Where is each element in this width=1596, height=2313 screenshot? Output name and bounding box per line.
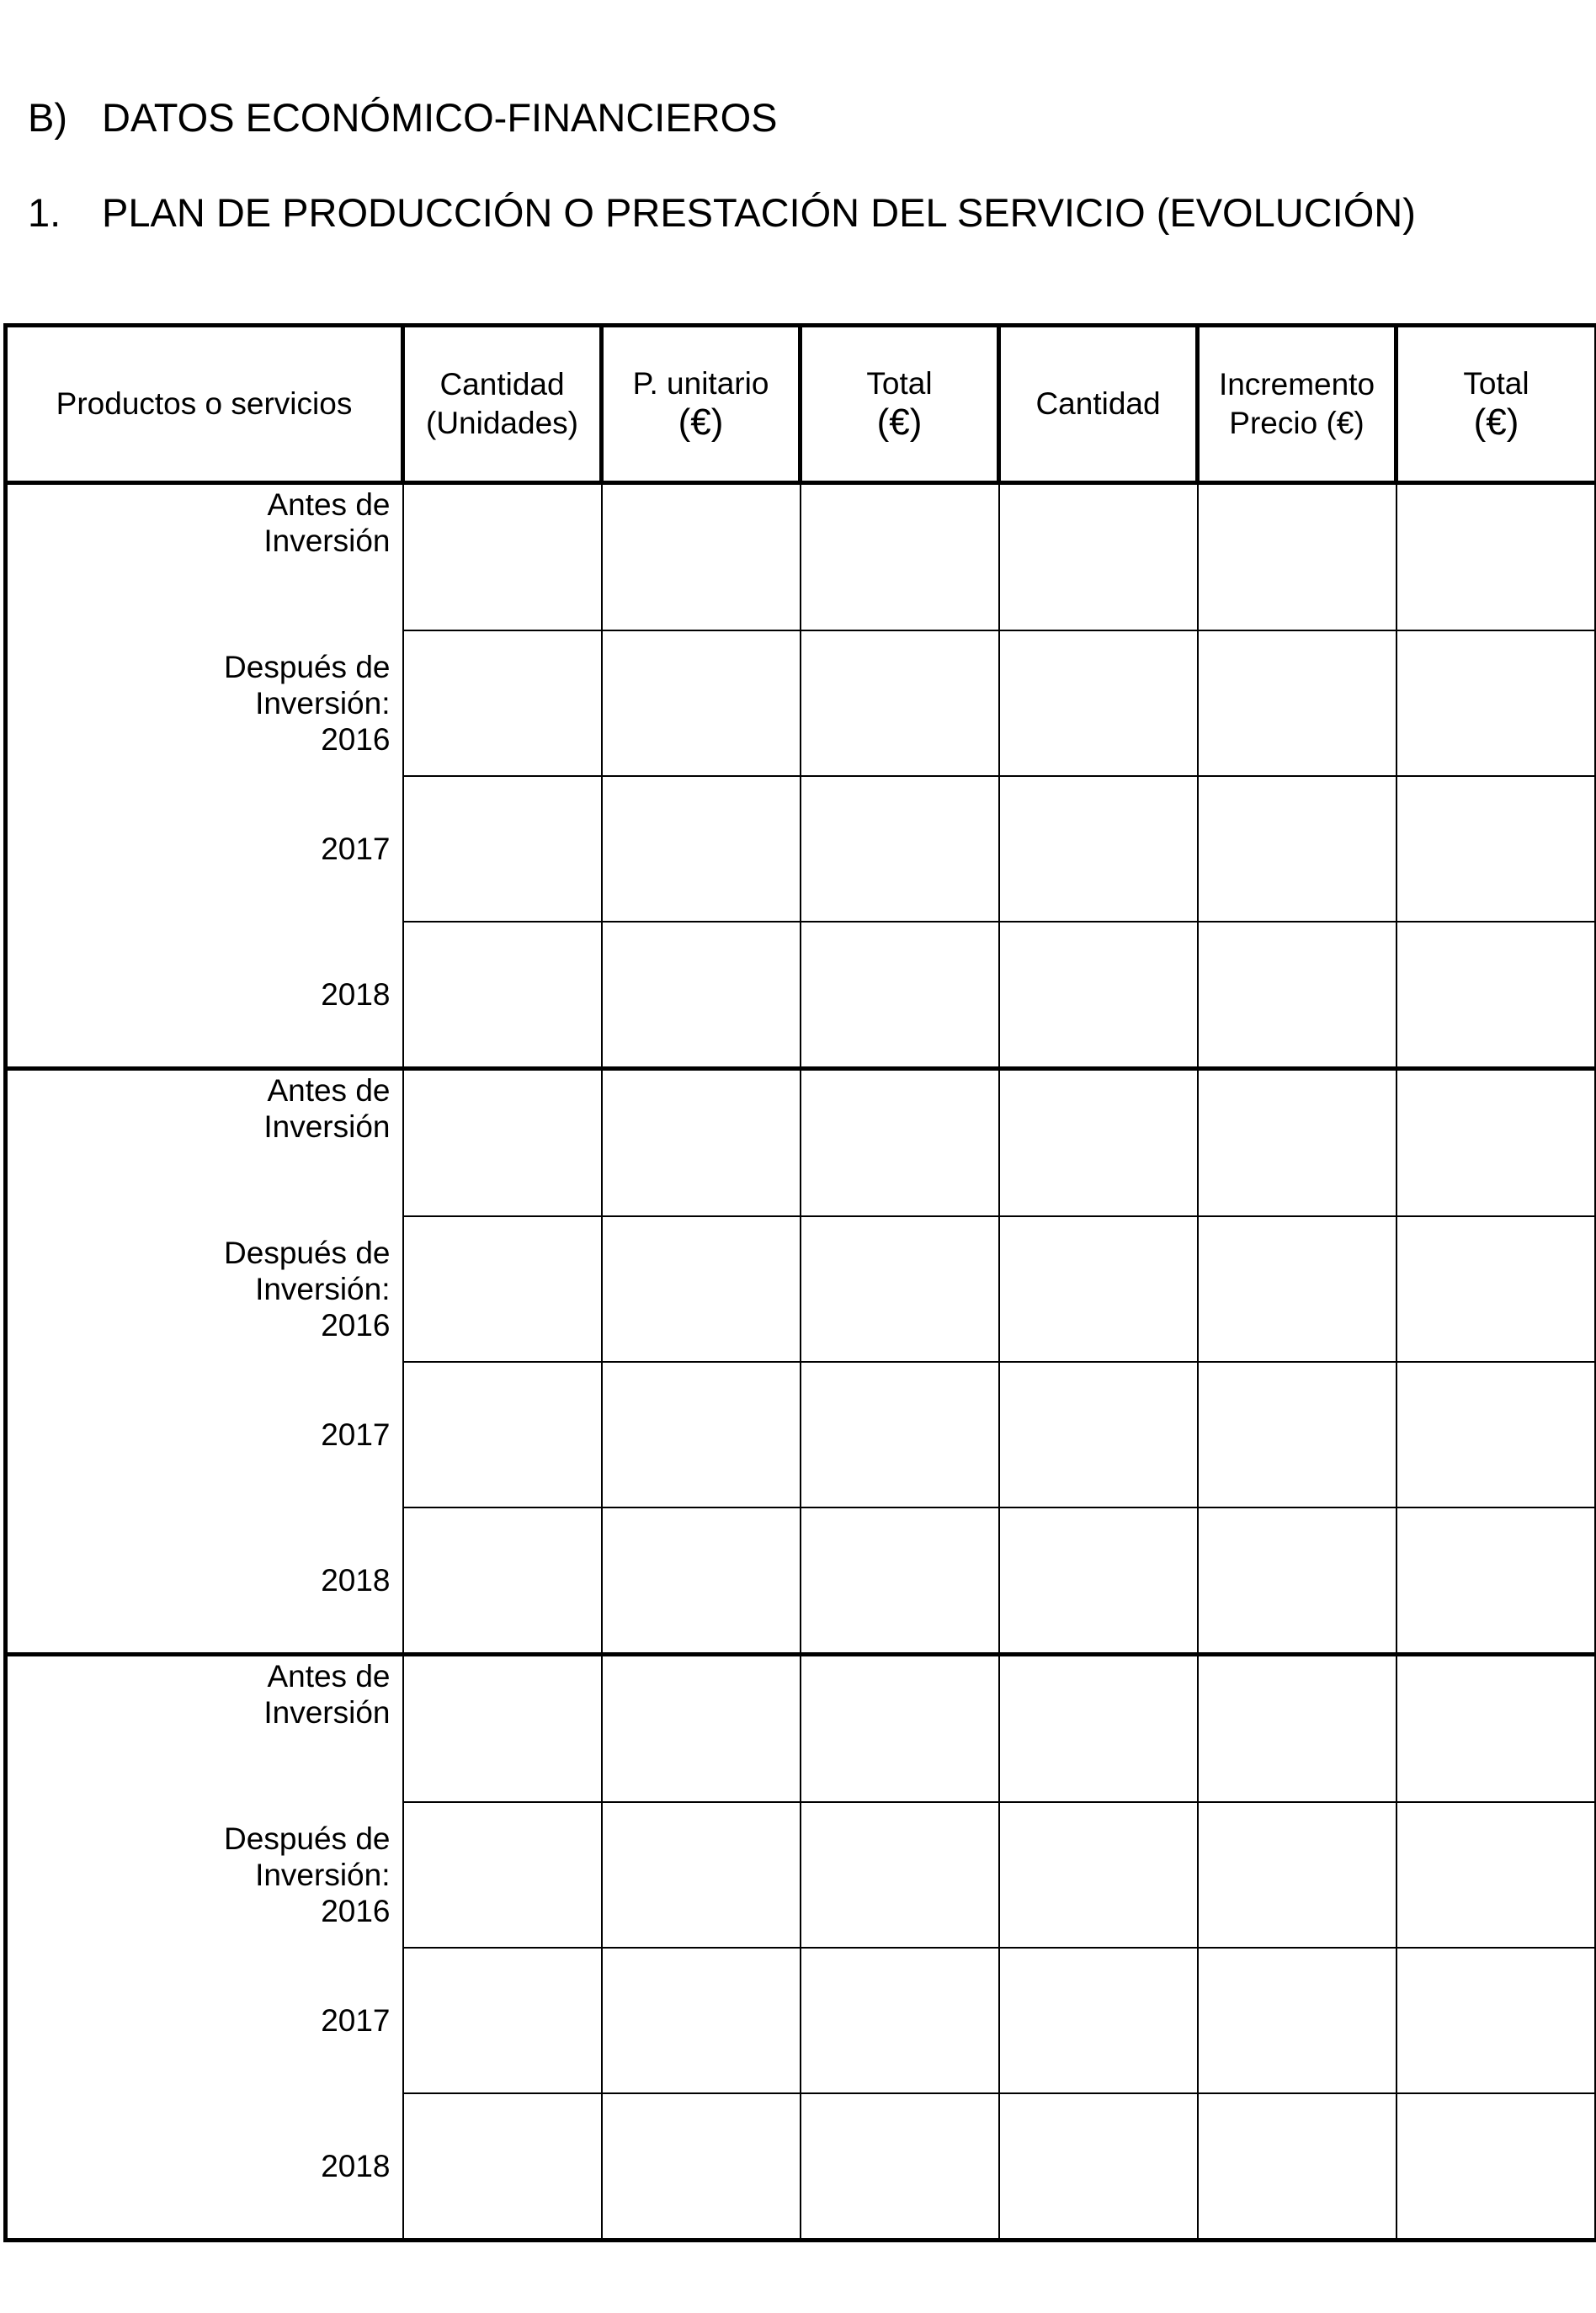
subsection-number: 1.: [28, 190, 61, 235]
table-cell[interactable]: [403, 776, 602, 922]
table-cell[interactable]: [602, 1802, 801, 1948]
subsection-title: PLAN DE PRODUCCIÓN O PRESTACIÓN DEL SERVICIO (EVOLUCIÓN): [102, 190, 1416, 235]
table-cell[interactable]: [1396, 1802, 1596, 1948]
table-cell[interactable]: [403, 483, 602, 631]
table-cell[interactable]: [1396, 630, 1596, 776]
row-label-line: Inversión:: [255, 1858, 391, 1892]
row-label: [6, 1948, 403, 2093]
table-cell[interactable]: [1396, 776, 1596, 922]
table-cell[interactable]: [999, 2093, 1198, 2241]
table-cell[interactable]: [999, 1655, 1198, 1803]
section-title: DATOS ECONÓMICO-FINANCIEROS: [102, 95, 778, 140]
table-cell[interactable]: [602, 776, 801, 922]
table-cell[interactable]: [801, 922, 999, 1069]
table-cell[interactable]: [602, 630, 801, 776]
table-cell[interactable]: [403, 1069, 602, 1217]
table-cell[interactable]: [1198, 1069, 1396, 1217]
table-cell[interactable]: [999, 1802, 1198, 1948]
row-label: [6, 1802, 403, 1948]
row-label-line: 2016: [321, 1894, 391, 1928]
table-cell[interactable]: [801, 1802, 999, 1948]
row-label-line: Después de: [224, 650, 391, 684]
table-cell[interactable]: [602, 1362, 801, 1507]
table-cell[interactable]: [403, 630, 602, 776]
row-label-line: Inversión:: [255, 1272, 391, 1306]
table-cell[interactable]: [403, 1362, 602, 1507]
section-heading: [28, 95, 778, 140]
row-label-line: 2018: [321, 976, 391, 1012]
table-cell[interactable]: [999, 922, 1198, 1069]
table-cell[interactable]: [1396, 1948, 1596, 2093]
row-label-line: 2018: [321, 1562, 391, 1598]
row-label-line: Después de: [224, 1821, 391, 1856]
table-row: [6, 1216, 1596, 1362]
table-cell[interactable]: [1396, 1216, 1596, 1362]
table-cell[interactable]: [1396, 922, 1596, 1069]
header-precio-unitario: P. unitario (€): [602, 326, 801, 483]
row-label: [6, 776, 403, 922]
table-cell[interactable]: [999, 483, 1198, 631]
header-total: Total (€): [801, 326, 999, 483]
table-cell[interactable]: [1396, 1507, 1596, 1655]
table-header-row: [6, 326, 1596, 483]
row-label: [6, 1655, 403, 1803]
table-body: [6, 483, 1596, 2241]
table-cell[interactable]: [602, 1216, 801, 1362]
table-cell[interactable]: [801, 1948, 999, 2093]
table-cell[interactable]: [403, 922, 602, 1069]
table-cell[interactable]: [1198, 1655, 1396, 1803]
table-cell[interactable]: [999, 1069, 1198, 1217]
table-cell[interactable]: [801, 1655, 999, 1803]
row-label: [6, 630, 403, 776]
table-cell[interactable]: [999, 1216, 1198, 1362]
row-label-line: 2017: [321, 2003, 391, 2038]
table-row: [6, 776, 1596, 922]
table-cell[interactable]: [602, 483, 801, 631]
table-cell[interactable]: [602, 2093, 801, 2241]
row-label-line: 2016: [321, 722, 391, 757]
table-cell[interactable]: [999, 1507, 1198, 1655]
table-cell[interactable]: [1198, 1216, 1396, 1362]
table-cell[interactable]: [1396, 483, 1596, 631]
table-cell[interactable]: [801, 1069, 999, 1217]
row-label: [6, 1216, 403, 1362]
table-row: [6, 483, 1596, 631]
table-cell[interactable]: [1198, 1802, 1396, 1948]
table-row: [6, 1069, 1596, 1217]
table-cell[interactable]: [1198, 483, 1396, 631]
row-label-line: Inversión: [263, 1109, 391, 1144]
row-label-line: Antes de: [267, 1659, 391, 1694]
header-cantidad-unidades: Cantidad (Unidades): [403, 326, 602, 483]
table-cell[interactable]: [1198, 630, 1396, 776]
table-cell[interactable]: [1198, 2093, 1396, 2241]
table-cell[interactable]: [1396, 1655, 1596, 1803]
table-cell[interactable]: [602, 1069, 801, 1217]
table-cell[interactable]: [602, 1655, 801, 1803]
production-plan-table: [3, 323, 1596, 2242]
table-row: [6, 1507, 1596, 1655]
table-row: [6, 922, 1596, 1069]
table-row: [6, 630, 1596, 776]
table-cell[interactable]: [1198, 1362, 1396, 1507]
row-label: [6, 1507, 403, 1655]
table-cell[interactable]: [999, 1362, 1198, 1507]
row-label-line: Inversión:: [255, 686, 391, 720]
header-cantidad: Cantidad: [999, 326, 1198, 483]
table-cell[interactable]: [999, 1948, 1198, 2093]
table-cell[interactable]: [801, 1362, 999, 1507]
row-label-line: 2016: [321, 1308, 391, 1343]
table-row: [6, 1948, 1596, 2093]
row-label: [6, 1069, 403, 1217]
table-cell[interactable]: [1198, 1507, 1396, 1655]
table-cell[interactable]: [801, 1216, 999, 1362]
table-cell[interactable]: [999, 776, 1198, 922]
row-label: [6, 2093, 403, 2241]
table-row: [6, 1655, 1596, 1803]
table-row: [6, 1802, 1596, 1948]
table-cell[interactable]: [602, 922, 801, 1069]
table-cell[interactable]: [1198, 776, 1396, 922]
table-row: [6, 2093, 1596, 2241]
subsection-heading: [28, 190, 1416, 235]
section-letter: B): [28, 95, 67, 140]
table-cell[interactable]: [602, 1948, 801, 2093]
table-cell[interactable]: [801, 483, 999, 631]
table-cell[interactable]: [801, 1507, 999, 1655]
row-label-line: 2017: [321, 1417, 391, 1452]
table-cell[interactable]: [403, 2093, 602, 2241]
table-cell[interactable]: [999, 630, 1198, 776]
table-cell[interactable]: [801, 776, 999, 922]
table-cell[interactable]: [602, 1507, 801, 1655]
row-label-line: Antes de: [267, 487, 391, 522]
table-cell[interactable]: [403, 1216, 602, 1362]
row-label: [6, 483, 403, 631]
table-cell[interactable]: [1396, 2093, 1596, 2241]
header-incremento-precio: Incremento Precio (€): [1198, 326, 1396, 483]
table-row: [6, 1362, 1596, 1507]
table-cell[interactable]: [1396, 1069, 1596, 1217]
table-cell[interactable]: [1396, 1362, 1596, 1507]
row-label-line: 2017: [321, 832, 391, 866]
row-label: [6, 1362, 403, 1507]
row-label-line: Inversión: [263, 524, 391, 558]
table-cell[interactable]: [403, 1655, 602, 1803]
header-products: Productos o servicios: [6, 326, 403, 483]
header-total-2: Total (€): [1396, 326, 1596, 483]
row-label-line: 2018: [321, 2148, 391, 2183]
row-label-line: Inversión: [263, 1695, 391, 1730]
table-cell[interactable]: [403, 1948, 602, 2093]
table-cell[interactable]: [403, 1802, 602, 1948]
row-label-line: Después de: [224, 1236, 391, 1270]
table-cell[interactable]: [801, 630, 999, 776]
table-cell[interactable]: [801, 2093, 999, 2241]
row-label: [6, 922, 403, 1069]
table-cell[interactable]: [1198, 1948, 1396, 2093]
table-cell[interactable]: [403, 1507, 602, 1655]
row-label-line: Antes de: [267, 1073, 391, 1108]
table-cell[interactable]: [1198, 922, 1396, 1069]
